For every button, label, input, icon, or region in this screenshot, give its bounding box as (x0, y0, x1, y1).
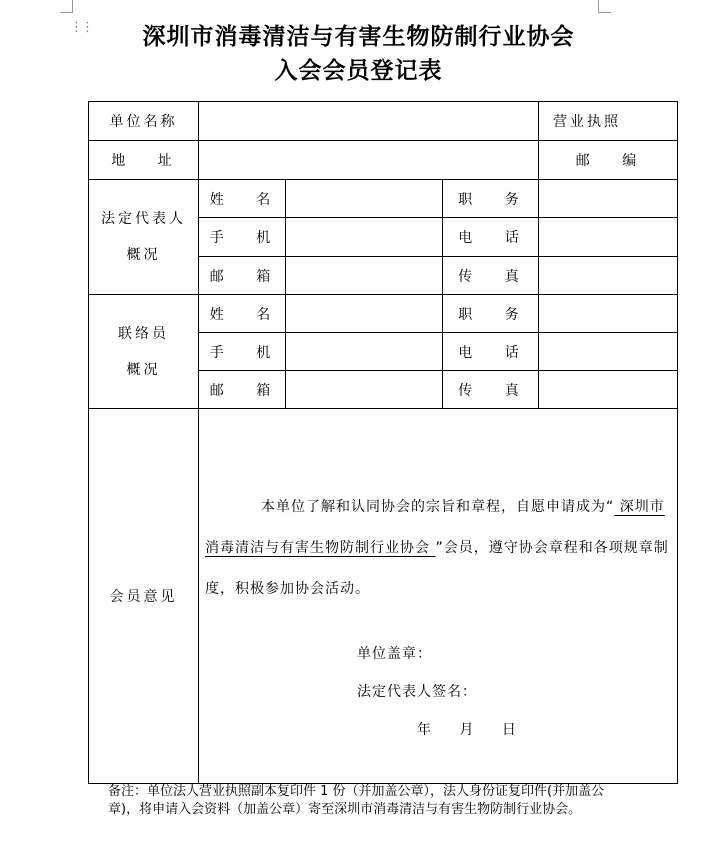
declaration-text-after: ”会员，遵守协会章程和各项规章制度，积极参加协会活动。 (205, 540, 669, 597)
unit-seal-label: 单位盖章： (357, 646, 432, 662)
address-label: 地 址 (89, 141, 199, 180)
postcode-label: 邮 编 (539, 141, 678, 180)
business-license-label: 营业执照 (539, 102, 678, 141)
legal-rep-position-label: 职 务 (443, 180, 539, 218)
legal-rep-signature-label: 法定代表人签名： (357, 684, 477, 700)
legal-rep-name-field[interactable] (286, 180, 443, 218)
table-row (89, 102, 678, 141)
liaison-fax-field[interactable] (539, 371, 678, 409)
liaison-mobile-field[interactable] (286, 333, 443, 371)
table-row (89, 295, 678, 333)
liaison-phone-field[interactable] (539, 333, 678, 371)
table-row (89, 409, 678, 784)
liaison-email-label: 邮 箱 (199, 371, 286, 409)
liaison-email-field[interactable] (286, 371, 443, 409)
liaison-name-field[interactable] (286, 295, 443, 333)
legal-rep-fax-label: 传 真 (443, 257, 539, 295)
legal-rep-name-label: 姓 名 (199, 180, 286, 218)
document-subtitle: 入会会员登记表 (274, 58, 443, 84)
legal-rep-email-label: 邮 箱 (199, 257, 286, 295)
liaison-label-line2: 概况 (126, 361, 161, 378)
document-title: 深圳市消毒清洁与有害生物防制行业协会 (142, 24, 575, 50)
legal-rep-position-field[interactable] (539, 180, 678, 218)
legal-rep-email-field[interactable] (286, 257, 443, 295)
liaison-phone-label: 电 话 (443, 333, 539, 371)
table-row (89, 180, 678, 218)
registration-form-table (88, 101, 678, 784)
page-corner-mark-left (60, 0, 73, 13)
legal-rep-mobile-field[interactable] (286, 218, 443, 257)
legal-rep-section-label (89, 180, 199, 295)
member-opinion-area[interactable] (199, 409, 678, 784)
legal-rep-mobile-label: 手 机 (199, 218, 286, 257)
page-corner-mark-right (598, 0, 611, 13)
member-opinion-label: 会员意见 (89, 409, 199, 784)
liaison-position-field[interactable] (539, 295, 678, 333)
liaison-section-label (89, 295, 199, 409)
unit-name-label: 单位名称 (89, 102, 199, 141)
liaison-label-line1: 联络员 (118, 325, 169, 342)
legal-rep-label-line2: 概况 (126, 247, 161, 263)
table-move-handle-icon[interactable]: ⋮⋮ (70, 20, 92, 35)
declaration-text-before: 本单位了解和认同协会的宗旨和章程，自愿申请成为“ (261, 499, 615, 515)
liaison-name-label: 姓 名 (199, 295, 286, 333)
legal-rep-label-line1: 法定代表人 (101, 211, 186, 227)
legal-rep-phone-label: 电 话 (443, 218, 539, 257)
membership-declaration (205, 487, 669, 610)
association-name-underlined: 深圳市消毒清洁与有害生物防制行业协会 (205, 499, 665, 556)
legal-rep-phone-field[interactable] (539, 218, 678, 257)
liaison-mobile-label: 手 机 (199, 333, 286, 371)
table-row (89, 141, 678, 180)
liaison-position-label: 职 务 (443, 295, 539, 333)
unit-name-field[interactable] (199, 102, 539, 141)
address-field[interactable] (199, 141, 539, 180)
legal-rep-fax-field[interactable] (539, 257, 678, 295)
liaison-fax-label: 传 真 (443, 371, 539, 409)
remarks-note: 备注：单位法人营业执照副本复印件 1 份（并加盖公章），法人身份证复印件(并加盖公章)，将申请入会资料（加盖公章）寄至深圳市消毒清洁与有害生物防制行业协会。 (108, 784, 605, 817)
date-label: 年 月 日 (417, 722, 517, 738)
